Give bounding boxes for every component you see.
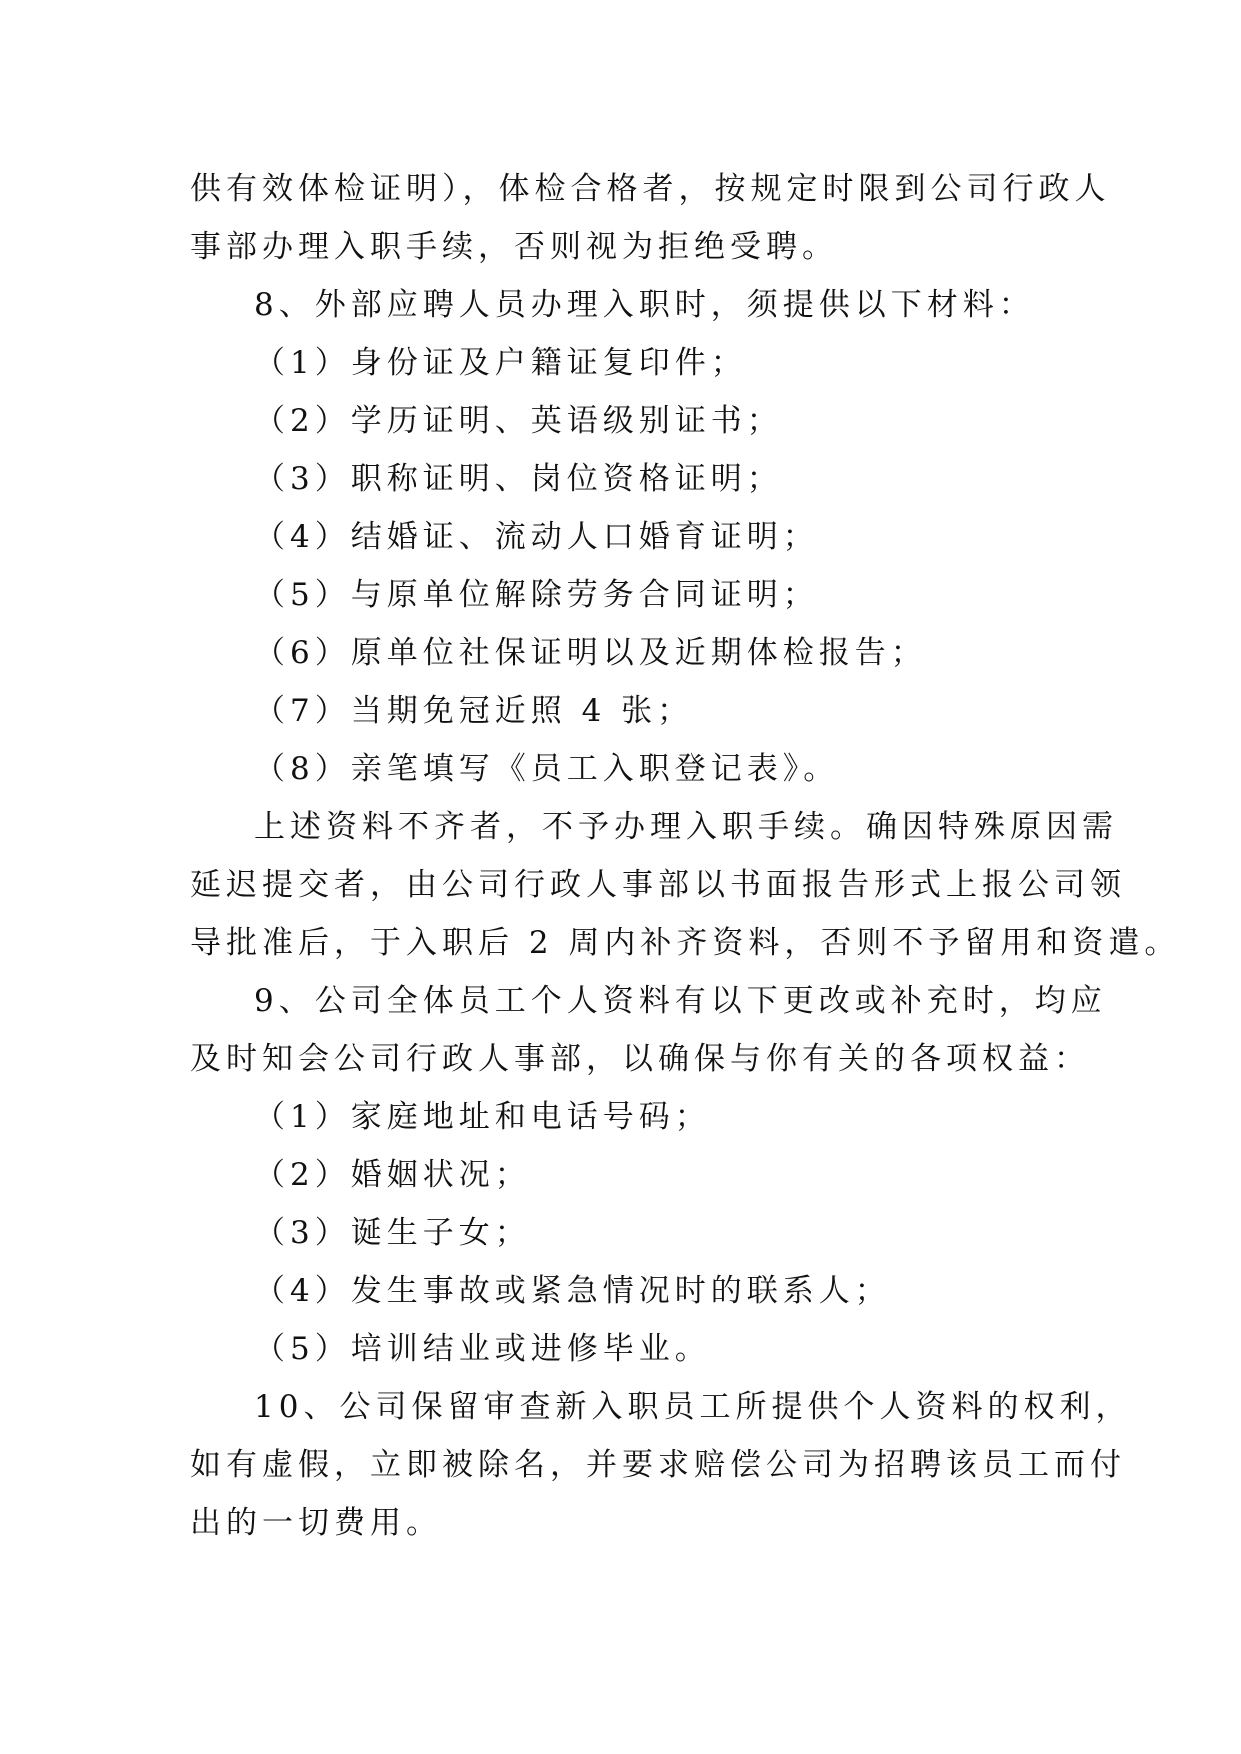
list-item: （1）身份证及户籍证复印件； <box>254 345 747 381</box>
list-item: （6）原单位社保证明以及近期体检报告； <box>254 635 927 671</box>
list-item: （7）当期免冠近照 4 张； <box>254 693 694 729</box>
list-item: （5）培训结业或进修毕业。 <box>254 1331 711 1367</box>
paragraph-line: 上述资料不齐者，不予办理入职手续。确因特殊原因需 <box>254 809 1118 845</box>
paragraph-line: 如有虚假，立即被除名，并要求赔偿公司为招聘该员工而付 <box>190 1447 1126 1483</box>
paragraph-line: 出的一切费用。 <box>190 1505 442 1541</box>
list-item: （4）结婚证、流动人口婚育证明； <box>254 519 819 555</box>
list-item: （3）诞生子女； <box>254 1215 531 1251</box>
list-item: （4）发生事故或紧急情况时的联系人； <box>254 1273 891 1309</box>
list-item: （3）职称证明、岗位资格证明； <box>254 461 783 497</box>
list-item: （5）与原单位解除劳务合同证明； <box>254 577 819 613</box>
section-8-heading: 8、外部应聘人员办理入职时，须提供以下材料： <box>254 287 1035 323</box>
paragraph-line: 及时知会公司行政人事部，以确保与你有关的各项权益： <box>190 1041 1090 1077</box>
list-item: （8）亲笔填写《员工入职登记表》。 <box>254 751 840 787</box>
section-10-heading: 10、公司保留审查新入职员工所提供个人资料的权利， <box>254 1389 1132 1425</box>
document-body <box>190 160 1181 1552</box>
list-item: （1）家庭地址和电话号码； <box>254 1099 711 1135</box>
list-item: （2）学历证明、英语级别证书； <box>254 403 783 439</box>
paragraph-line: 导批准后，于入职后 2 周内补齐资料，否则不予留用和资遣。 <box>190 925 1181 961</box>
section-9-heading: 9、公司全体员工个人资料有以下更改或补充时，均应 <box>254 983 1107 1019</box>
paragraph-line: 供有效体检证明），体检合格者，按规定时限到公司行政人 <box>190 171 1111 207</box>
paragraph-line: 事部办理入职手续，否则视为拒绝受聘。 <box>190 229 838 265</box>
list-item: （2）婚姻状况； <box>254 1157 531 1193</box>
paragraph-line: 延迟提交者，由公司行政人事部以书面报告形式上报公司领 <box>190 867 1126 903</box>
